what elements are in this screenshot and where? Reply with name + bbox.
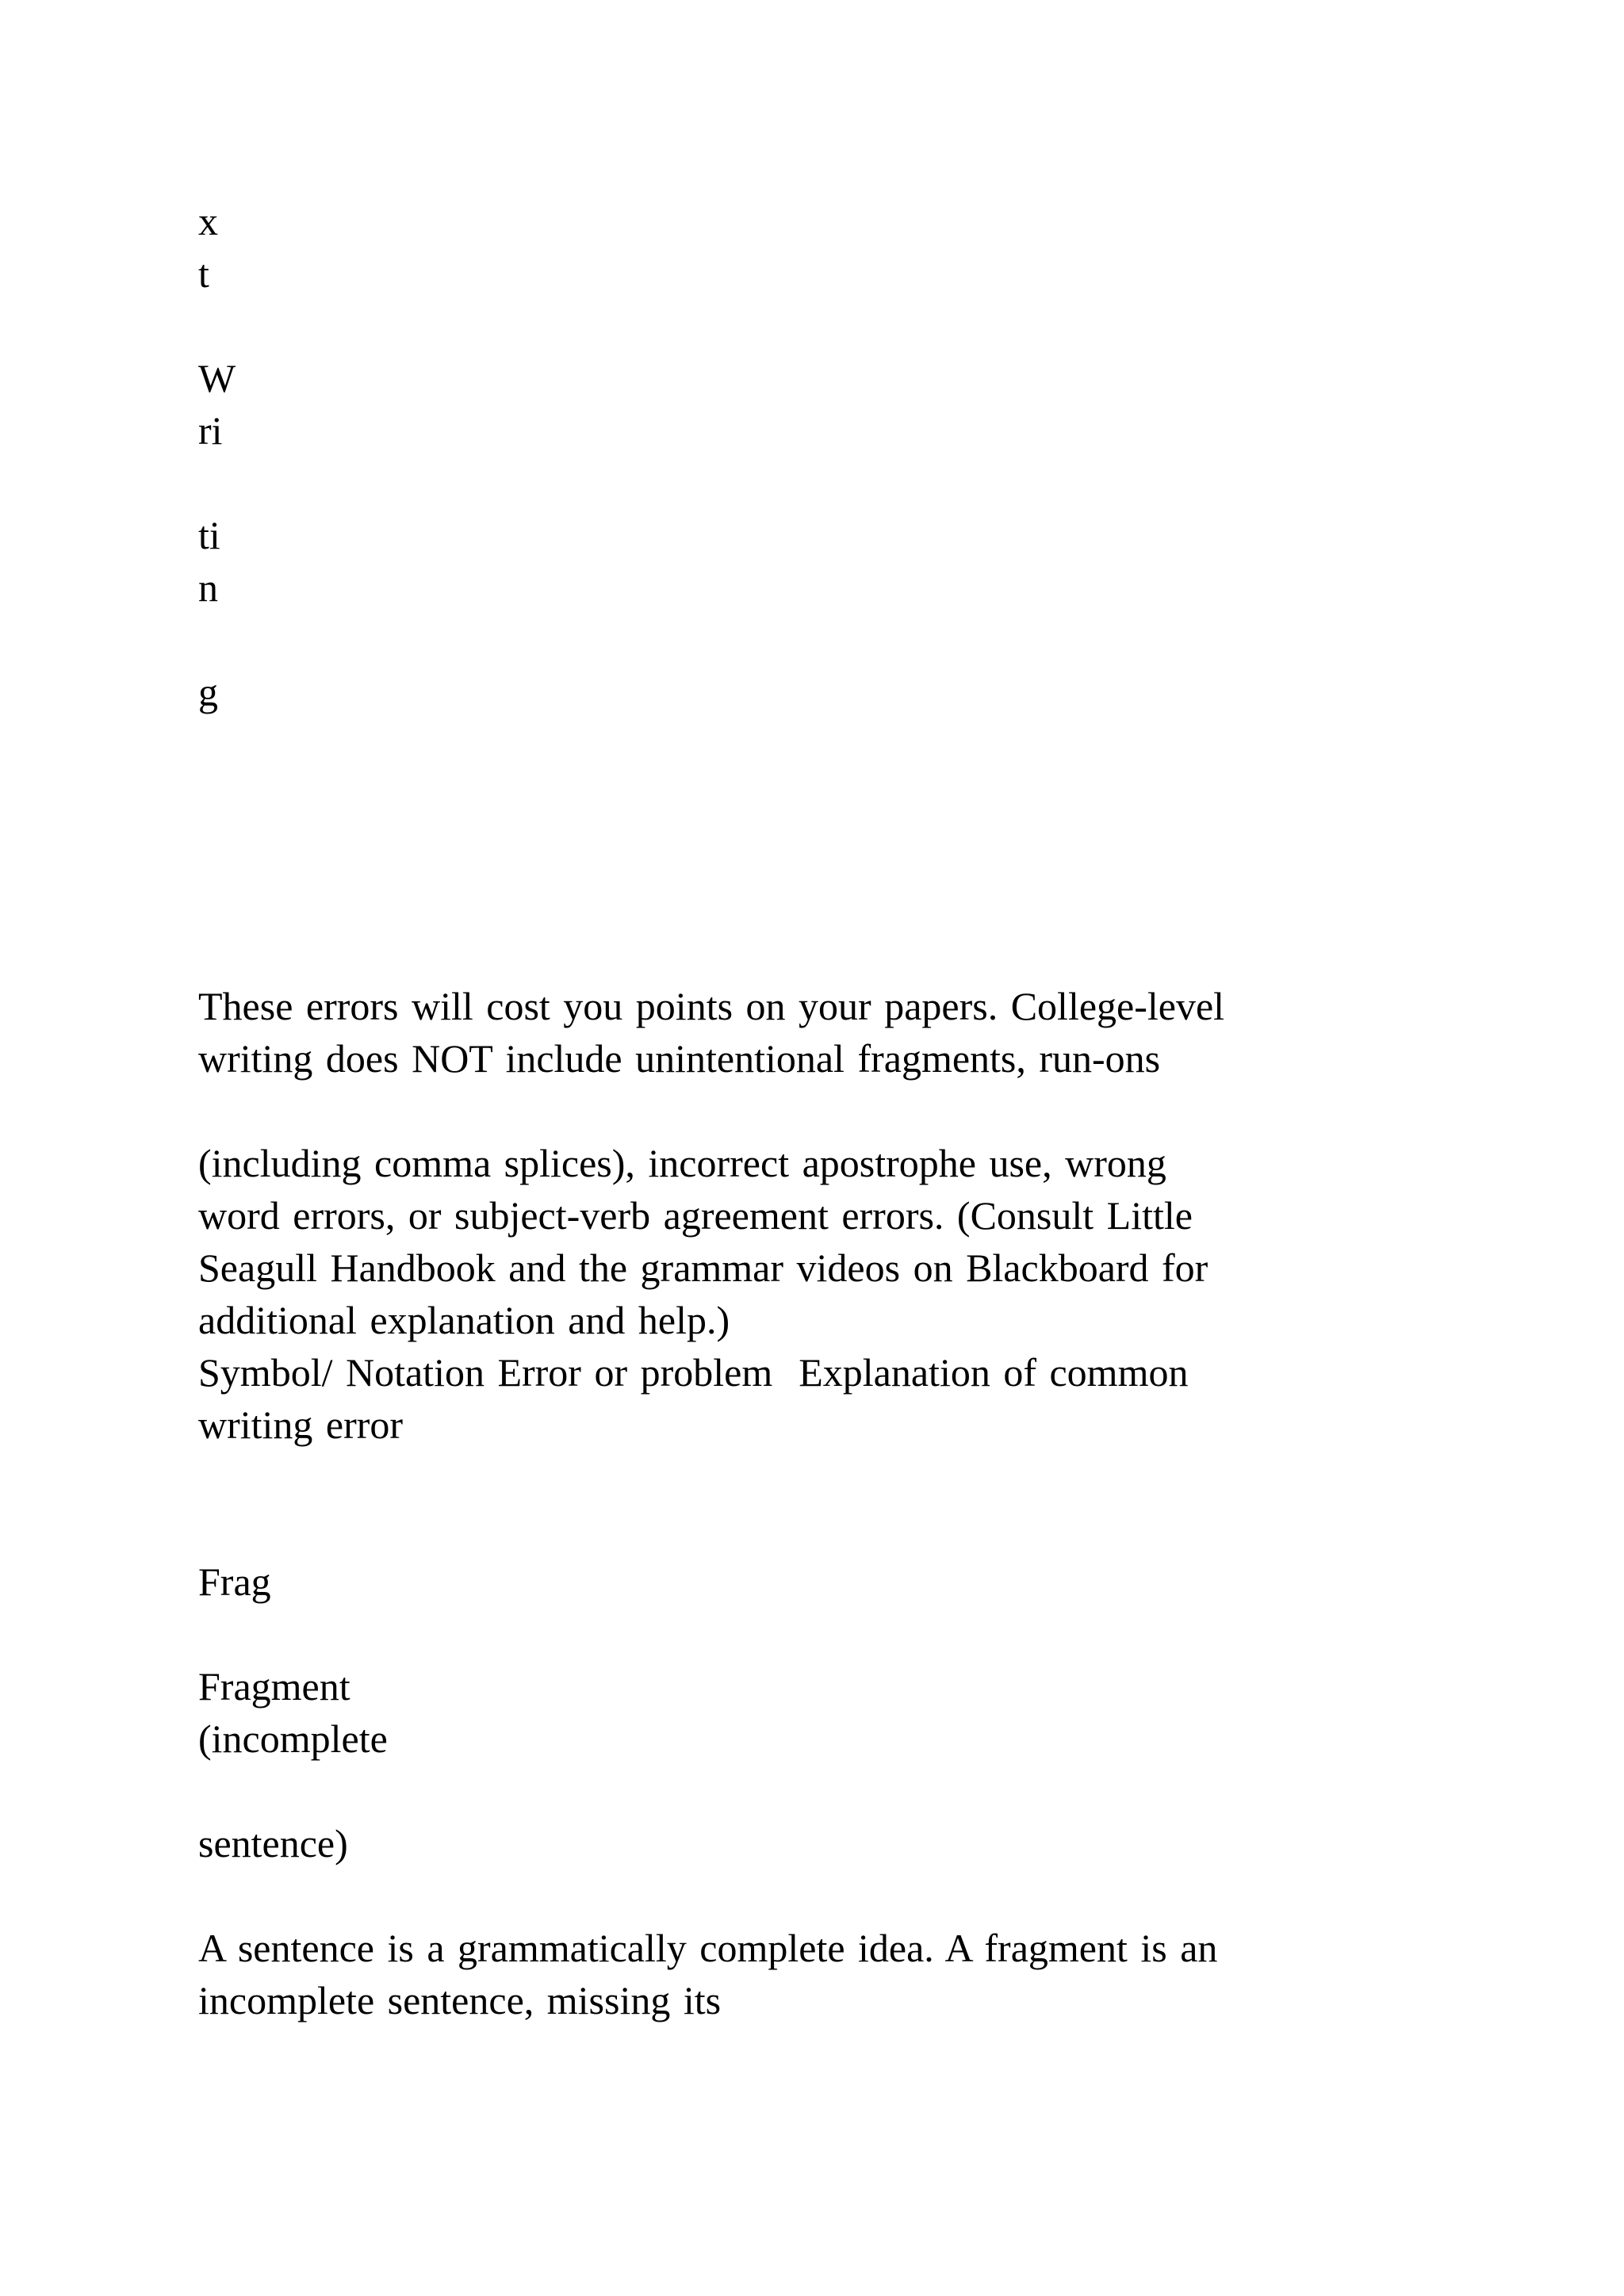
vertical-letter-ri: ri [198, 408, 223, 453]
intro-line-4: word errors, or subject-verb agreement errors. (Consult Little [198, 1193, 1193, 1238]
vertical-letter-t: t [198, 251, 209, 296]
frag-explanation-line-1: A sentence is a grammatically complete idea. A fragment is an [198, 1926, 1218, 1970]
vertical-letter-ti: ti [198, 513, 220, 557]
frag-name-line-2: (incomplete [198, 1716, 388, 1761]
table-header-line-2: writing error [198, 1402, 404, 1447]
frag-symbol: Frag [198, 1559, 271, 1604]
vertical-letter-w: W [198, 356, 236, 400]
intro-line-2: writing does NOT include unintentional fragments, run-ons [198, 1036, 1161, 1081]
vertical-letter-x: x [198, 199, 218, 243]
intro-line-1: These errors will cost you points on your papers. College-level [198, 984, 1225, 1028]
vertical-letter-g: g [198, 670, 218, 714]
frag-name-line-3: sentence) [198, 1821, 348, 1866]
vertical-letter-n: n [198, 565, 218, 610]
frag-name-line-1: Fragment [198, 1664, 350, 1709]
intro-line-6: additional explanation and help.) [198, 1298, 730, 1342]
table-header-line: Symbol/ Notation Error or problem Explanation of common [198, 1350, 1189, 1395]
intro-line-3: (including comma splices), incorrect apostrophe use, wrong [198, 1141, 1166, 1185]
frag-explanation-line-2: incomplete sentence, missing its [198, 1978, 722, 2022]
intro-line-5: Seagull Handbook and the grammar videos on Blackboard for [198, 1246, 1208, 1290]
